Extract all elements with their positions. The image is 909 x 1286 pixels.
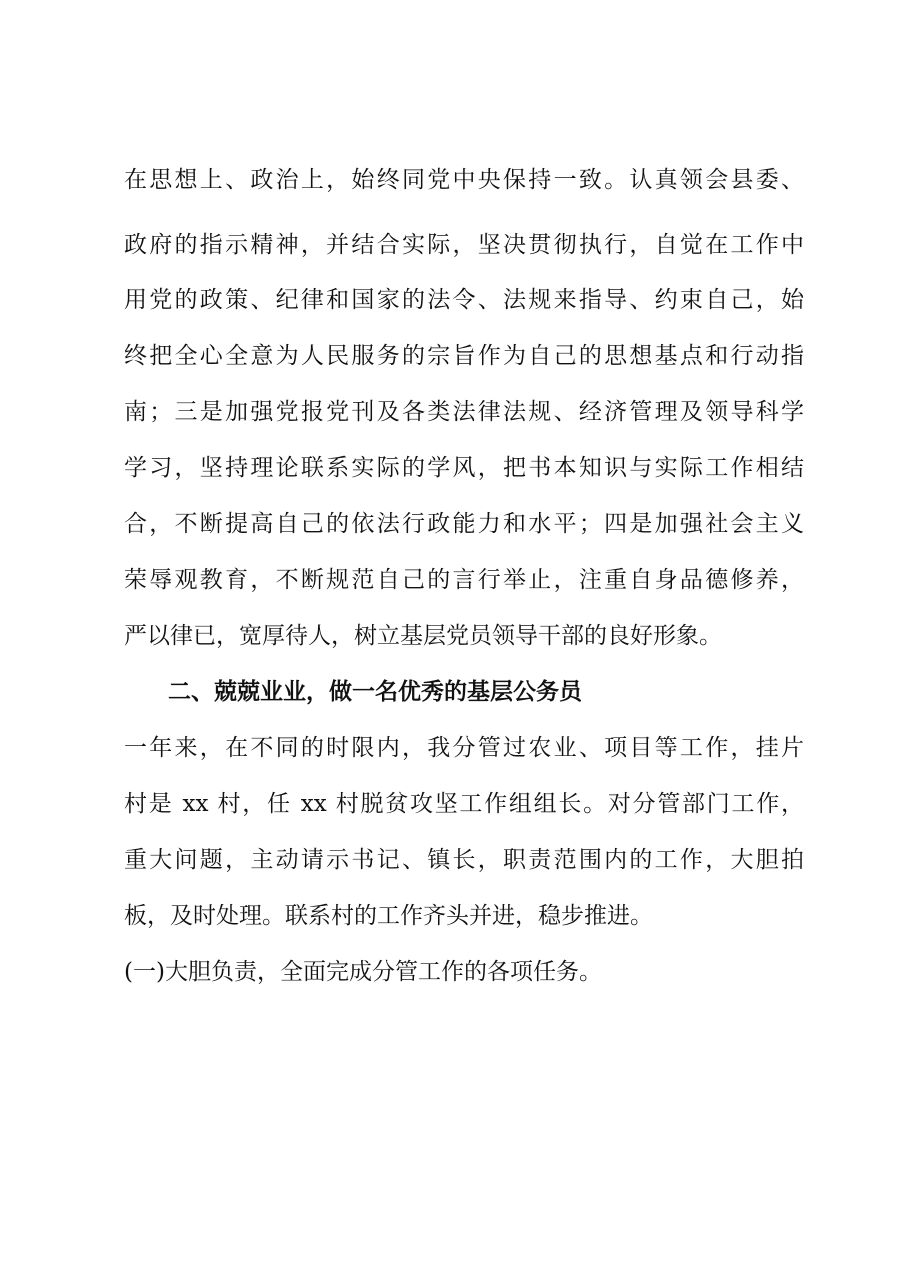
text-line: 南；三是加强党报党刊及各类法律法规、经济管理及领导科学	[124, 399, 804, 425]
text-line: 政府的指示精神，并结合实际，坚决贯彻执行，自觉在工作中	[124, 232, 804, 258]
text-line: 合，不断提高自己的依法行政能力和水平；四是加强社会主义	[124, 511, 804, 537]
text-line: 重大问题，主动请示书记、镇长，职责范围内的工作，大胆拍	[124, 847, 804, 873]
text-line: 在思想上、政治上，始终同党中央保持一致。认真领会县委、	[124, 167, 804, 193]
text-line: 板，及时处理。联系村的工作齐头并进，稳步推进。	[124, 903, 653, 929]
text-line: 学习，坚持理论联系实际的学风，把书本知识与实际工作相结	[124, 455, 804, 481]
text-line: 用党的政策、纪律和国家的法令、法规来指导、约束自己，始	[124, 287, 804, 313]
text-line: 一年来，在不同的时限内，我分管过农业、项目等工作，挂片	[124, 735, 804, 761]
subsection-heading: (一)大胆负责，全面完成分管工作的各项任务。	[124, 959, 602, 985]
text-line: 终把全心全意为人民服务的宗旨作为自己的思想基点和行动指	[124, 343, 804, 369]
section-heading: 二、兢兢业业，做一名优秀的基层公务员	[168, 679, 582, 705]
text-line: 严以律已，宽厚待人，树立基层党员领导干部的良好形象。	[124, 623, 722, 649]
text-line: 荣辱观教育，不断规范自己的言行举止，注重自身品德修养，	[124, 567, 804, 593]
text-line: 村是 xx 村，任 xx 村脱贫攻坚工作组组长。对分管部门工作，	[124, 791, 804, 817]
